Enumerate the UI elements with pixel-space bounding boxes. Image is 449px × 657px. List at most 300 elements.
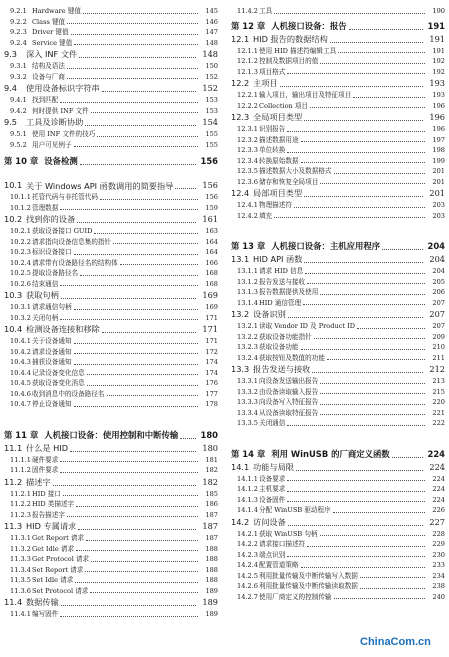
- dot-leader: [301, 161, 425, 163]
- toc-subsection: [231, 581, 445, 592]
- toc-subsection: [4, 465, 218, 476]
- dot-leader: [338, 51, 425, 53]
- toc-title: 报告发送与接收: [253, 364, 311, 374]
- toc-page-number: 240: [432, 592, 445, 601]
- toc-number: 9.2.4: [10, 38, 27, 47]
- toc-page-number: 174: [205, 368, 218, 377]
- dot-leader: [60, 471, 198, 473]
- toc-section: [4, 596, 218, 609]
- dot-leader: [86, 539, 198, 541]
- toc-page-number: 181: [205, 455, 218, 464]
- toc-number: 10.4.6: [10, 389, 31, 398]
- toc-subsection: [231, 287, 445, 298]
- toc-subsection: [231, 124, 445, 135]
- toc-section: [231, 308, 445, 321]
- dot-leader: [87, 373, 198, 375]
- toc-number: 13.1.4: [237, 298, 258, 307]
- dot-leader: [349, 28, 423, 30]
- toc-section: [231, 77, 445, 90]
- toc-title: HID 报告的数据结构: [253, 33, 328, 44]
- toc-number: 13.2: [231, 309, 250, 319]
- toc-section: [4, 323, 218, 336]
- toc-number: 13.1.1: [237, 267, 258, 275]
- toc-number: 11.4.2: [237, 7, 258, 15]
- toc-number: 14.2.5: [237, 571, 258, 580]
- dot-leader: [74, 145, 198, 147]
- dot-leader: [310, 106, 425, 108]
- toc-number: 12.3.2: [237, 135, 258, 144]
- toc-page-number: 185: [205, 489, 218, 498]
- toc-subsection: [4, 565, 218, 576]
- toc-number: 13.2.3: [237, 343, 258, 351]
- dot-leader: [360, 576, 425, 578]
- toc-page-number: 189: [202, 597, 218, 607]
- dot-leader: [90, 591, 198, 593]
- dot-leader: [67, 515, 198, 517]
- dot-leader: [334, 172, 425, 174]
- toc-section: [231, 111, 445, 124]
- toc-number: 11.2: [4, 476, 23, 487]
- dot-leader: [274, 12, 425, 14]
- dot-leader: [97, 135, 198, 137]
- toc-number: 10.4.1: [10, 337, 31, 345]
- dot-leader: [76, 549, 198, 551]
- dot-leader: [76, 505, 198, 507]
- toc-number: 10.2.5: [10, 269, 31, 277]
- toc-page-number: 207: [429, 309, 445, 319]
- toc-title: 利用批量传输及中断传输写入数据: [259, 571, 358, 580]
- dot-leader: [301, 140, 425, 142]
- toc-section: [4, 168, 218, 192]
- toc-page-number: 171: [205, 313, 218, 322]
- toc-number: 10.4.5: [10, 379, 31, 387]
- dot-leader: [296, 469, 423, 471]
- toc-title: 人机接口设备：主机应用程序: [271, 241, 381, 251]
- toc-subsection: [4, 489, 218, 500]
- toc-subsection: [231, 342, 445, 353]
- toc-title: 利用批量传输及中断传输读取数据: [259, 582, 358, 590]
- dot-leader: [74, 253, 198, 255]
- toc-subsection: [231, 266, 445, 277]
- dot-leader: [287, 72, 425, 74]
- toc-number: 12.1.2: [237, 57, 258, 65]
- toc-title: Set Idle 请求: [32, 576, 74, 584]
- toc-subsection: [4, 61, 218, 72]
- toc-number: 10.4.2: [10, 347, 31, 356]
- toc-page-number: 211: [432, 353, 445, 362]
- toc-section: [231, 33, 445, 46]
- toc-title: 捕获设备通知: [32, 358, 72, 366]
- dot-leader: [320, 534, 425, 536]
- toc-section: [4, 442, 218, 455]
- toc-number: 11.2.3: [10, 510, 31, 519]
- toc-section: [4, 116, 218, 129]
- toc-page-number: 153: [205, 106, 218, 115]
- toc-subsection: [231, 332, 445, 343]
- toc-number: 12.3.5: [237, 167, 258, 175]
- toc-number: 10.1.2: [10, 203, 31, 212]
- dot-leader: [314, 337, 425, 339]
- toc-title: 填充: [259, 211, 273, 220]
- dot-leader: [120, 263, 198, 265]
- dot-leader: [85, 124, 196, 126]
- toc-section: [4, 289, 218, 302]
- toc-page-number: 187: [202, 521, 218, 531]
- toc-title: 设备与厂商: [32, 72, 65, 81]
- toc-page-number: 156: [202, 180, 218, 190]
- toc-number: 9.2.2: [10, 17, 27, 26]
- dot-leader: [320, 413, 425, 415]
- toc-page-number: 191: [429, 33, 445, 44]
- toc-page-number: 188: [205, 565, 218, 574]
- dot-leader: [67, 77, 198, 79]
- toc-number: 11.3.2: [10, 544, 31, 553]
- toc-title: 结束通信: [32, 279, 59, 288]
- toc-number: 13.1.3: [237, 288, 258, 296]
- toc-number: 14.1: [231, 461, 250, 472]
- toc-number: 12.3.4: [237, 156, 258, 165]
- toc-page-number: 152: [205, 72, 218, 81]
- toc-number: 9.3.2: [10, 72, 27, 81]
- toc-page-number: 146: [205, 17, 218, 26]
- toc-page-number: 196: [432, 125, 445, 133]
- toc-page-number: 150: [205, 62, 218, 70]
- toc-title: 使用厂商定义的控制传输: [259, 592, 332, 601]
- dot-leader: [67, 22, 198, 24]
- toc-page-number: 177: [205, 389, 218, 398]
- toc-title: 请求指向设备信息集的指针: [32, 237, 112, 246]
- toc-number: 12.1.3: [237, 67, 258, 76]
- toc-title: 用户可见例子: [32, 140, 72, 149]
- dot-leader: [287, 479, 425, 481]
- toc-number: 9.3.1: [10, 62, 27, 70]
- toc-title: 什么是 HID: [26, 442, 69, 453]
- toc-number: 13.1: [231, 254, 250, 264]
- toc-subsection: [231, 101, 445, 112]
- toc-page-number: 190: [432, 7, 445, 15]
- dot-leader: [60, 208, 198, 210]
- toc-number: 11.3: [4, 521, 23, 531]
- toc-title: 获取设备变化消息: [32, 379, 85, 387]
- toc-number: 12.2.1: [237, 91, 258, 99]
- toc-title: 获取按钮及数值的功能: [259, 353, 325, 362]
- dot-leader: [280, 85, 423, 87]
- toc-page-number: 230: [432, 550, 445, 559]
- toc-subsection: [231, 474, 445, 485]
- toc-page-number: 196: [429, 112, 445, 122]
- toc-number: 11.3.4: [10, 565, 31, 574]
- toc-number: 13.2.4: [237, 353, 258, 362]
- toc-page-number: 204: [432, 267, 445, 275]
- toc-title: 端点识别: [259, 550, 286, 559]
- toc-number: 12.4: [231, 188, 250, 198]
- toc-number: 11.2.2: [10, 500, 31, 508]
- dot-leader: [327, 358, 425, 360]
- toc-page-number: 210: [432, 343, 445, 351]
- toc-title: 向设备写入特征报告: [259, 398, 319, 406]
- toc-number: 9.4.2: [10, 106, 27, 115]
- toc-title: 管理数据: [32, 203, 59, 212]
- toc-page-number: 203: [432, 211, 445, 220]
- dot-leader: [307, 545, 425, 547]
- dot-leader: [333, 511, 425, 513]
- toc-title: 主机要求: [259, 485, 286, 493]
- toc-title: HID 接口: [32, 489, 61, 498]
- toc-page-number: 180: [200, 429, 218, 440]
- toc-title: 提取设备路径名: [32, 269, 79, 277]
- toc-chapter: [231, 225, 445, 253]
- toc-title: Set Report 请求: [32, 565, 84, 574]
- toc-title: 分配 WinUSB 驱动程序: [259, 506, 331, 514]
- toc-number: 13.3.1: [237, 377, 258, 385]
- toc-subsection: [231, 484, 445, 495]
- toc-number: 11.3.1: [10, 534, 31, 542]
- toc-title: 主项目: [253, 78, 278, 88]
- toc-page-number: 198: [432, 146, 445, 154]
- toc-number: 13.3.3: [237, 398, 258, 406]
- toc-number: 12.3.3: [237, 146, 258, 154]
- dot-leader: [71, 33, 198, 35]
- toc-page-number: 207: [432, 322, 445, 330]
- toc-subsection: [4, 268, 218, 279]
- toc-number: 11.4: [4, 597, 23, 607]
- toc-subsection: [4, 226, 218, 237]
- dot-leader: [175, 187, 196, 189]
- toc-subsection: [4, 279, 218, 290]
- dot-leader: [303, 303, 425, 305]
- toc-subsection: [4, 27, 218, 38]
- toc-number: 9.5.2: [10, 140, 27, 149]
- toc-page-number: 229: [432, 540, 445, 548]
- toc-number: 10.4.4: [10, 368, 31, 377]
- toc-number: 12.1: [231, 33, 250, 44]
- toc-page-number: 164: [205, 248, 218, 256]
- toc-subsection: [231, 376, 445, 387]
- toc-number: 13.1.2: [237, 277, 258, 286]
- toc-subsection: [4, 455, 218, 466]
- toc-number: 11.3.5: [10, 576, 31, 584]
- toc-subsection: [4, 192, 218, 203]
- toc-page-number: 145: [205, 7, 218, 15]
- watermark-logo: ChinaCom.cn: [360, 636, 431, 648]
- toc-subsection: [231, 560, 445, 571]
- toc-number: 13.2.2: [237, 332, 258, 341]
- dot-leader: [102, 331, 196, 333]
- toc-number: 12.1.1: [237, 46, 258, 55]
- dot-leader: [75, 581, 198, 583]
- toc-subsection: [4, 140, 218, 151]
- toc-title: 硬件要求: [32, 455, 59, 464]
- toc-subsection: [231, 550, 445, 561]
- toc-subsection: [4, 368, 218, 379]
- toc-number: 13.3.2: [237, 387, 258, 396]
- dot-leader: [60, 615, 198, 617]
- dot-leader: [74, 405, 198, 407]
- toc-title: 由设备读取输入报告: [259, 387, 319, 396]
- toc-title: Service 键值: [32, 38, 73, 47]
- toc-number: 13.3.5: [237, 419, 258, 427]
- toc-number: 11.1.2: [10, 466, 31, 474]
- dot-leader: [320, 293, 425, 295]
- toc-page-number: 153: [205, 96, 218, 104]
- toc-subsection: [4, 258, 218, 269]
- toc-page-number: 163: [205, 227, 218, 235]
- toc-subsection: [231, 145, 445, 156]
- toc-number: 12.2: [231, 78, 250, 88]
- toc-number: 10.2.6: [10, 279, 31, 288]
- toc-subsection: [4, 378, 218, 389]
- toc-subsection: [4, 347, 218, 358]
- dot-leader: [67, 67, 198, 69]
- toc-chapter: [231, 433, 445, 461]
- dot-leader: [360, 587, 425, 589]
- toc-page-number: 168: [205, 279, 218, 288]
- toc-page-number: 212: [429, 364, 445, 374]
- toc-subsection: [4, 203, 218, 214]
- toc-page-number: 233: [432, 561, 445, 569]
- toc-subsection: [231, 408, 445, 419]
- dot-leader: [53, 484, 196, 486]
- toc-page-number: 176: [205, 379, 218, 387]
- toc-subsection: [231, 495, 445, 506]
- dot-leader: [77, 221, 196, 223]
- toc-title: 请求设备通知: [32, 347, 72, 356]
- toc-page-number: 224: [432, 474, 445, 483]
- toc-number: 10.1.1: [10, 193, 31, 201]
- toc-title: 获取 WinUSB 句柄: [259, 529, 318, 538]
- toc-title: 访问设备: [253, 516, 286, 527]
- toc-page-number: 147: [205, 28, 218, 36]
- toc-title: 请求 HID 信息: [259, 267, 304, 275]
- toc-page-number: 238: [432, 582, 445, 590]
- toc-number: 12.4.2: [237, 211, 258, 220]
- toc-page-number: 174: [205, 358, 218, 366]
- dot-leader: [70, 450, 196, 452]
- dot-leader: [301, 566, 425, 568]
- toc-section: [231, 461, 445, 474]
- toc-page-number: 164: [205, 237, 218, 246]
- toc-number: 12.4.1: [237, 201, 258, 209]
- toc-page-number: 154: [202, 117, 218, 127]
- toc-section: [231, 253, 445, 266]
- toc-number: 10.4.7: [10, 400, 31, 408]
- toc-page-number: 186: [205, 500, 218, 508]
- toc-number: 14.2.4: [237, 561, 258, 569]
- toc-page-number: 188: [205, 576, 218, 584]
- toc-number: 9.4: [4, 83, 18, 93]
- toc-page-number: 221: [432, 408, 445, 417]
- toc-title: 设备识别: [253, 309, 286, 319]
- toc-subsection: [231, 6, 445, 17]
- dot-leader: [60, 284, 198, 286]
- toc-chapter: [4, 154, 218, 168]
- dot-leader: [74, 308, 198, 310]
- toc-number: 14.2.2: [237, 540, 258, 548]
- toc-subsection: [4, 95, 218, 106]
- toc-number: 10.2.2: [10, 237, 31, 246]
- dot-leader: [305, 272, 425, 274]
- toc-number: 9.3: [4, 49, 18, 59]
- toc-subsection: [231, 298, 445, 309]
- dot-leader: [287, 490, 425, 492]
- toc-title: 报告描述字: [32, 510, 65, 519]
- toc-page-number: 152: [202, 83, 218, 93]
- dot-leader: [78, 528, 196, 530]
- toc-subsection: [231, 529, 445, 540]
- toc-title: Get Idle 请求: [32, 544, 75, 553]
- toc-page-number: 197: [432, 135, 445, 144]
- toc-page-number: 182: [202, 476, 218, 487]
- toc-section: [4, 476, 218, 489]
- toc-number: 14.2: [231, 516, 250, 527]
- toc-title: 描述数据用途: [259, 135, 299, 144]
- toc-number: 9.5.1: [10, 130, 27, 138]
- toc-page-number: 172: [205, 347, 218, 356]
- toc-page-number: 189: [205, 610, 218, 618]
- toc-page-number: 226: [432, 506, 445, 514]
- toc-column-right: [231, 6, 445, 602]
- dot-leader: [91, 560, 198, 562]
- toc-page-number: 178: [205, 400, 218, 408]
- toc-subsection: [231, 56, 445, 67]
- toc-title: 输入项目，输出项目及特征项目: [259, 91, 352, 99]
- toc-number: 第 11 章: [4, 429, 39, 440]
- dot-leader: [288, 316, 423, 318]
- toc-title: HID 通信管理: [259, 298, 302, 307]
- dot-leader: [180, 437, 196, 439]
- dot-leader: [85, 570, 198, 572]
- toc-title: Get Protocol 请求: [32, 555, 90, 563]
- dot-leader: [74, 342, 198, 344]
- toc-title: 固件要求: [32, 466, 59, 474]
- toc-subsection: [4, 533, 218, 544]
- toc-page-number: 182: [205, 466, 218, 474]
- toc-subsection: [4, 129, 218, 140]
- dot-leader: [74, 363, 198, 365]
- toc-title: Get Report 请求: [32, 534, 85, 542]
- toc-subsection: [4, 544, 218, 555]
- toc-number: 10.3.1: [10, 303, 31, 311]
- toc-page-number: 201: [432, 167, 445, 175]
- toc-section: [4, 48, 218, 61]
- toc-title: Class 键值: [32, 17, 66, 26]
- toc-title: HID API 函数: [253, 254, 303, 264]
- toc-page-number: 180: [202, 442, 218, 453]
- toc-title: 找到你的设备: [26, 214, 76, 224]
- toc-subsection: [4, 575, 218, 586]
- toc-title: 物理描述符: [259, 201, 292, 209]
- toc-subsection: [4, 313, 218, 324]
- toc-title: 设备固件: [259, 495, 286, 504]
- toc-title: Driver 键值: [32, 28, 69, 36]
- toc-title: 读取 Vendor ID 及 Product ID: [259, 322, 356, 330]
- toc-page-number: 224: [432, 485, 445, 493]
- toc-page-number: 206: [432, 288, 445, 296]
- dot-leader: [287, 500, 425, 502]
- toc-page-number: 189: [205, 586, 218, 595]
- dot-leader: [83, 12, 198, 14]
- toc-chapter: [4, 414, 218, 442]
- toc-title: 项目格式: [259, 67, 286, 76]
- toc-title: 报告数据提供及使用: [259, 288, 319, 296]
- toc-subsection: [231, 321, 445, 332]
- dot-leader: [61, 604, 196, 606]
- toc-section: [4, 82, 218, 95]
- toc-number: 11.2.1: [10, 489, 31, 498]
- toc-title: 关于 Windows API 函数调用的简要指导: [26, 181, 174, 191]
- toc-number: 14.2.1: [237, 529, 258, 538]
- toc-subsection: [4, 554, 218, 565]
